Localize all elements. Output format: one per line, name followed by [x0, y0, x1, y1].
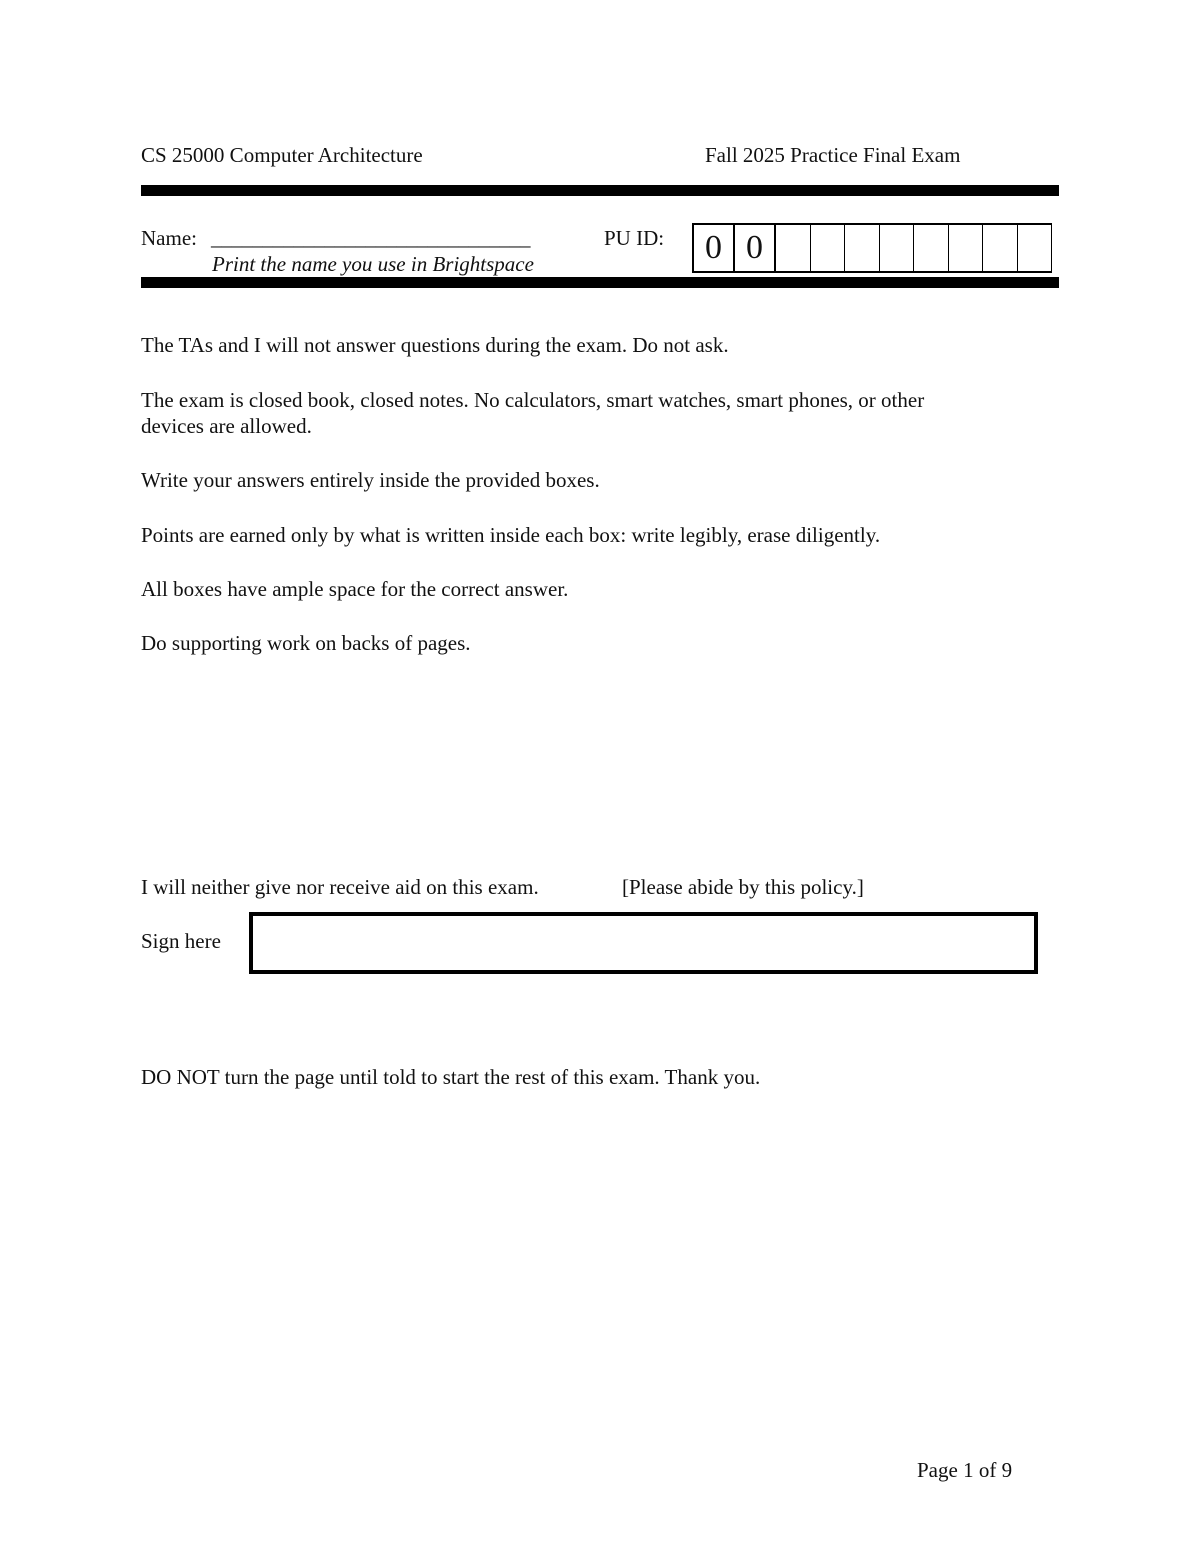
- exam-title: Fall 2025 Practice Final Exam: [705, 143, 961, 167]
- instruction-line: All boxes have ample space for the correct answer.: [141, 577, 569, 601]
- top-rule: [141, 185, 1059, 196]
- puid-digit[interactable]: [776, 225, 811, 271]
- puid-digit[interactable]: [949, 225, 984, 271]
- puid-digit[interactable]: [983, 225, 1018, 271]
- name-hint: Print the name you use in Brightspace: [212, 252, 534, 276]
- pledge-statement: I will neither give nor receive aid on this exam.: [141, 875, 539, 899]
- bottom-rule: [141, 277, 1059, 288]
- puid-digit[interactable]: 0: [735, 225, 776, 271]
- sign-label: Sign here: [141, 929, 221, 953]
- course-title: CS 25000 Computer Architecture: [141, 143, 423, 167]
- name-label: Name:: [141, 226, 197, 250]
- instruction-line: Write your answers entirely inside the provided boxes.: [141, 468, 600, 492]
- page-number: Page 1 of 9: [917, 1458, 1013, 1482]
- puid-grid[interactable]: [692, 223, 1052, 273]
- puid-digit[interactable]: [845, 225, 880, 271]
- puid-digit[interactable]: [811, 225, 846, 271]
- signature-box[interactable]: [249, 912, 1038, 974]
- puid-label: PU ID:: [604, 226, 665, 250]
- name-line[interactable]: _______________________________: [211, 226, 531, 250]
- closing-notice: DO NOT turn the page until told to start the rest of this exam. Thank you.: [141, 1065, 761, 1089]
- puid-digit[interactable]: [880, 225, 915, 271]
- instruction-line: The exam is closed book, closed notes. No calculators, smart watches, smart phones, or other: [141, 388, 925, 412]
- instruction-line: devices are allowed.: [141, 414, 312, 438]
- instruction-line: The TAs and I will not answer questions during the exam. Do not ask.: [141, 333, 729, 357]
- instruction-line: Do supporting work on backs of pages.: [141, 631, 471, 655]
- puid-digit[interactable]: [1018, 225, 1053, 271]
- pledge-request: [Please abide by this policy.]: [622, 875, 864, 899]
- puid-digit[interactable]: [914, 225, 949, 271]
- puid-digit[interactable]: 0: [694, 225, 735, 271]
- instruction-line: Points are earned only by what is written inside each box: write legibly, erase diligently.: [141, 523, 881, 547]
